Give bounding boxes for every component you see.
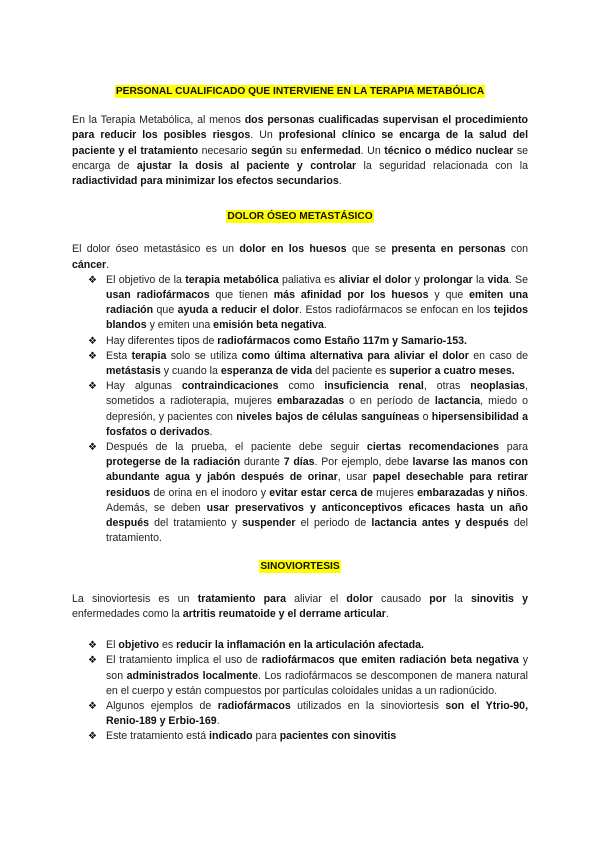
bold-text-run: tejidos blandos <box>106 304 528 332</box>
text-run: enfermedades como la <box>72 607 183 620</box>
bold-text-run: técnico o médico nuclear <box>384 144 514 157</box>
bold-text-run: radiofármacos como Estaño 117m y Samario-153. <box>217 334 467 347</box>
bold-text-run: ajustar la dosis al paciente y controlar <box>136 159 357 172</box>
bold-text-run: cáncer <box>72 258 107 271</box>
text-run: solo se utiliza <box>166 349 242 362</box>
text-run: que tienen <box>209 289 274 302</box>
diamond-bullet-icon: ❖ <box>88 655 97 667</box>
text-run: Hay diferentes tipos de <box>106 334 218 347</box>
text-run: . <box>216 715 220 728</box>
section-heading-wrapper <box>72 559 528 574</box>
text-run: la <box>472 273 488 286</box>
text-run: El tratamiento implica el uso de <box>106 654 262 667</box>
text-run: . Un <box>250 129 279 142</box>
bold-text-run: emisión beta negativa <box>213 319 324 332</box>
bold-text-run: reducir la inflamación en la articulación afectada. <box>176 639 424 652</box>
text-run: Hay algunas <box>106 380 182 393</box>
text-run: su <box>282 144 301 157</box>
text-run: y emiten una <box>146 319 214 332</box>
text-run: y cuando la <box>160 365 221 378</box>
bold-text-run: 7 días <box>283 456 315 469</box>
bold-text-run: radiofármacos <box>217 699 291 712</box>
diamond-bullet-icon: ❖ <box>88 381 97 393</box>
bold-text-run: metástasis <box>106 365 161 378</box>
bold-text-run: lavarse las manos con abundante agua y jabón después de orinar <box>106 456 528 484</box>
text-run: . <box>209 425 213 438</box>
bold-text-run: terapia metabólica <box>185 273 279 286</box>
bold-text-run: más afinidad por los huesos <box>273 289 429 302</box>
text-run: , sometidos a radioterapia, mujeres <box>106 380 528 408</box>
bullet-item <box>72 273 528 334</box>
diamond-bullet-icon: ❖ <box>88 700 97 712</box>
document-page <box>72 80 528 745</box>
text-run: del tratamiento y <box>148 517 242 530</box>
bullet-item <box>72 440 528 546</box>
bold-text-run: insuficiencia renal <box>324 380 424 393</box>
text-run: o <box>419 410 432 423</box>
section-title-sinoviortesis: SINOVIORTESIS <box>260 561 340 573</box>
bold-text-run: emiten una radiación <box>106 289 528 317</box>
bold-text-run: son el Ytrio-90, Renio-189 y Erbio-169 <box>106 699 529 728</box>
text-run: , otras <box>423 380 471 393</box>
bold-text-run: niveles bajos de células sanguíneas <box>236 410 420 423</box>
bold-text-run: objetivo <box>118 639 159 652</box>
text-run: . Estos radiofármacos se enfocan en los <box>299 304 494 317</box>
text-run: en caso de <box>468 349 528 362</box>
text-run: Algunos ejemplos de <box>106 699 218 712</box>
text-run: , miedo o depresión, y pacientes con <box>106 395 528 423</box>
bold-text-run: contraindicaciones <box>181 380 279 393</box>
bold-text-run: lactancia <box>434 395 481 408</box>
bold-text-run: administrados localmente <box>126 669 258 682</box>
bold-text-run: ayuda a reducir el dolor <box>177 304 300 317</box>
bold-text-run: radiofármacos que emiten radiación beta negativa <box>261 654 519 667</box>
bold-text-run: suspender <box>241 517 296 530</box>
bold-text-run: aliviar el dolor <box>338 273 412 286</box>
bullet-list-dolor <box>72 273 528 547</box>
bold-text-run: neoplasias <box>470 380 526 393</box>
paragraph-sinoviortesis-intro <box>72 592 528 622</box>
bullet-item <box>72 334 528 349</box>
bold-text-run: dos personas cualificadas supervisan el procedimiento para reducir los posibles riesgos <box>72 114 528 142</box>
bullet-item <box>72 638 528 653</box>
text-run: En la Terapia Metabólica, al menos <box>72 114 245 127</box>
bold-text-run: prolongar <box>423 273 473 286</box>
text-run: aliviar el <box>285 592 347 605</box>
bold-text-run: profesional clínico se encarga de la salud del paciente y el tratamiento <box>72 129 529 157</box>
bold-text-run: usan radiofármacos <box>106 289 210 302</box>
text-run: paliativa es <box>278 273 339 286</box>
text-run: es <box>159 639 177 652</box>
bold-text-run: vida <box>487 273 509 286</box>
text-run: . Un <box>360 144 385 157</box>
diamond-bullet-icon: ❖ <box>88 731 97 743</box>
text-run: . Además, se deben <box>106 486 528 514</box>
bold-text-run: enfermedad <box>300 144 361 157</box>
text-run: causado <box>372 592 430 605</box>
text-run: . <box>323 319 327 332</box>
bold-text-run: indicado <box>209 730 253 743</box>
diamond-bullet-icon: ❖ <box>88 335 97 347</box>
text-run: durante <box>240 456 284 469</box>
bold-text-run: dolor en los huesos <box>239 243 347 256</box>
text-run: utilizados en la sinoviortesis <box>290 699 446 712</box>
text-run: para <box>498 441 528 454</box>
bold-text-run: embarazadas <box>276 395 345 408</box>
section-heading-wrapper <box>72 209 528 224</box>
text-run: del paciente es <box>312 365 390 378</box>
text-run: . <box>338 175 342 188</box>
text-run: y que <box>428 289 470 302</box>
text-run: y son <box>106 654 528 682</box>
text-run: Esta <box>106 349 132 362</box>
bold-text-run: por <box>429 592 447 605</box>
text-run: y <box>411 273 424 286</box>
text-run: Este tratamiento está <box>106 730 210 743</box>
text-run: El dolor óseo metastásico es un <box>72 243 240 256</box>
bold-text-run: embarazadas y niños <box>417 486 526 499</box>
text-run: que <box>153 304 178 317</box>
text-run: necesario <box>198 144 252 157</box>
text-run: con <box>505 243 528 256</box>
bold-text-run: artritis reumatoide y el derrame articular <box>182 607 386 620</box>
bold-text-run: radiactividad para minimizar los efectos secundarios <box>72 175 339 188</box>
text-run: se encarga de <box>72 144 529 172</box>
bold-text-run: según <box>251 144 283 157</box>
text-run: para <box>252 730 280 743</box>
text-run: mujeres <box>372 486 418 499</box>
bold-text-run: lactancia antes y después <box>371 517 509 530</box>
text-run: o en período de <box>344 395 435 408</box>
text-run: el periodo de <box>295 517 372 530</box>
bold-text-run: protegerse de la radiación <box>106 456 241 469</box>
text-run: . <box>385 607 389 620</box>
text-run: la <box>446 592 471 605</box>
text-run: , usar <box>337 471 373 484</box>
text-run: de orina en el inodoro y <box>150 486 270 499</box>
section-heading-wrapper <box>72 84 528 99</box>
bullet-item <box>72 379 528 440</box>
text-run: la seguridad relacionada con la <box>356 159 528 172</box>
text-run: . Los radiofármacos se descomponen de manera natural en el cuerpo y están compuestos por partículas coloidales unidas a un radionúcido. <box>106 669 528 697</box>
text-run: . Por ejemplo, debe <box>314 456 413 469</box>
bold-text-run: ciertas recomendaciones <box>366 441 499 454</box>
diamond-bullet-icon: ❖ <box>88 640 97 652</box>
bold-text-run: sinovitis y <box>470 592 529 605</box>
bullet-list-sinoviortesis <box>72 638 528 744</box>
diamond-bullet-icon: ❖ <box>88 442 97 454</box>
text-run: que se <box>346 243 392 256</box>
bold-text-run: tratamiento para <box>197 592 286 605</box>
text-run: del tratamiento. <box>106 517 528 545</box>
section-title-dolor-oseo: DOLOR ÓSEO METASTÁSICO <box>227 211 373 223</box>
bold-text-run: hipersensibilidad a fosfatos o derivados <box>106 410 528 438</box>
diamond-bullet-icon: ❖ <box>88 350 97 362</box>
bold-text-run: superior a cuatro meses. <box>389 365 515 378</box>
text-run: El <box>106 639 119 652</box>
bold-text-run: presenta en personas <box>391 243 506 256</box>
diamond-bullet-icon: ❖ <box>88 274 97 286</box>
text-run: Después de la prueba, el paciente debe seguir <box>106 441 367 454</box>
bold-text-run: papel desechable para retirar residuos <box>106 471 528 499</box>
paragraph-personal <box>72 113 528 189</box>
text-run: como <box>278 380 325 393</box>
bold-text-run: pacientes con sinovitis <box>279 730 397 743</box>
text-run: El objetivo de la <box>106 273 186 286</box>
text-run: La sinoviortesis es un <box>72 592 198 605</box>
bold-text-run: como última alternativa para aliviar el dolor <box>241 349 469 362</box>
bullet-item <box>72 729 528 744</box>
text-run: . <box>106 258 110 271</box>
bold-text-run: dolor <box>346 592 373 605</box>
paragraph-dolor-intro <box>72 242 528 272</box>
bold-text-run: terapia <box>131 349 167 362</box>
bullet-item <box>72 653 528 699</box>
bold-text-run: evitar estar cerca de <box>269 486 373 499</box>
bold-text-run: usar preservativos y anticonceptivos eficaces hasta un año después <box>106 501 528 530</box>
text-run: . Se <box>508 273 528 286</box>
bullet-item <box>72 699 528 729</box>
bold-text-run: esperanza de vida <box>220 365 313 378</box>
bullet-item <box>72 349 528 379</box>
section-title-personal: PERSONAL CUALIFICADO QUE INTERVIENE EN LA TERAPIA METABÓLICA <box>115 86 485 97</box>
